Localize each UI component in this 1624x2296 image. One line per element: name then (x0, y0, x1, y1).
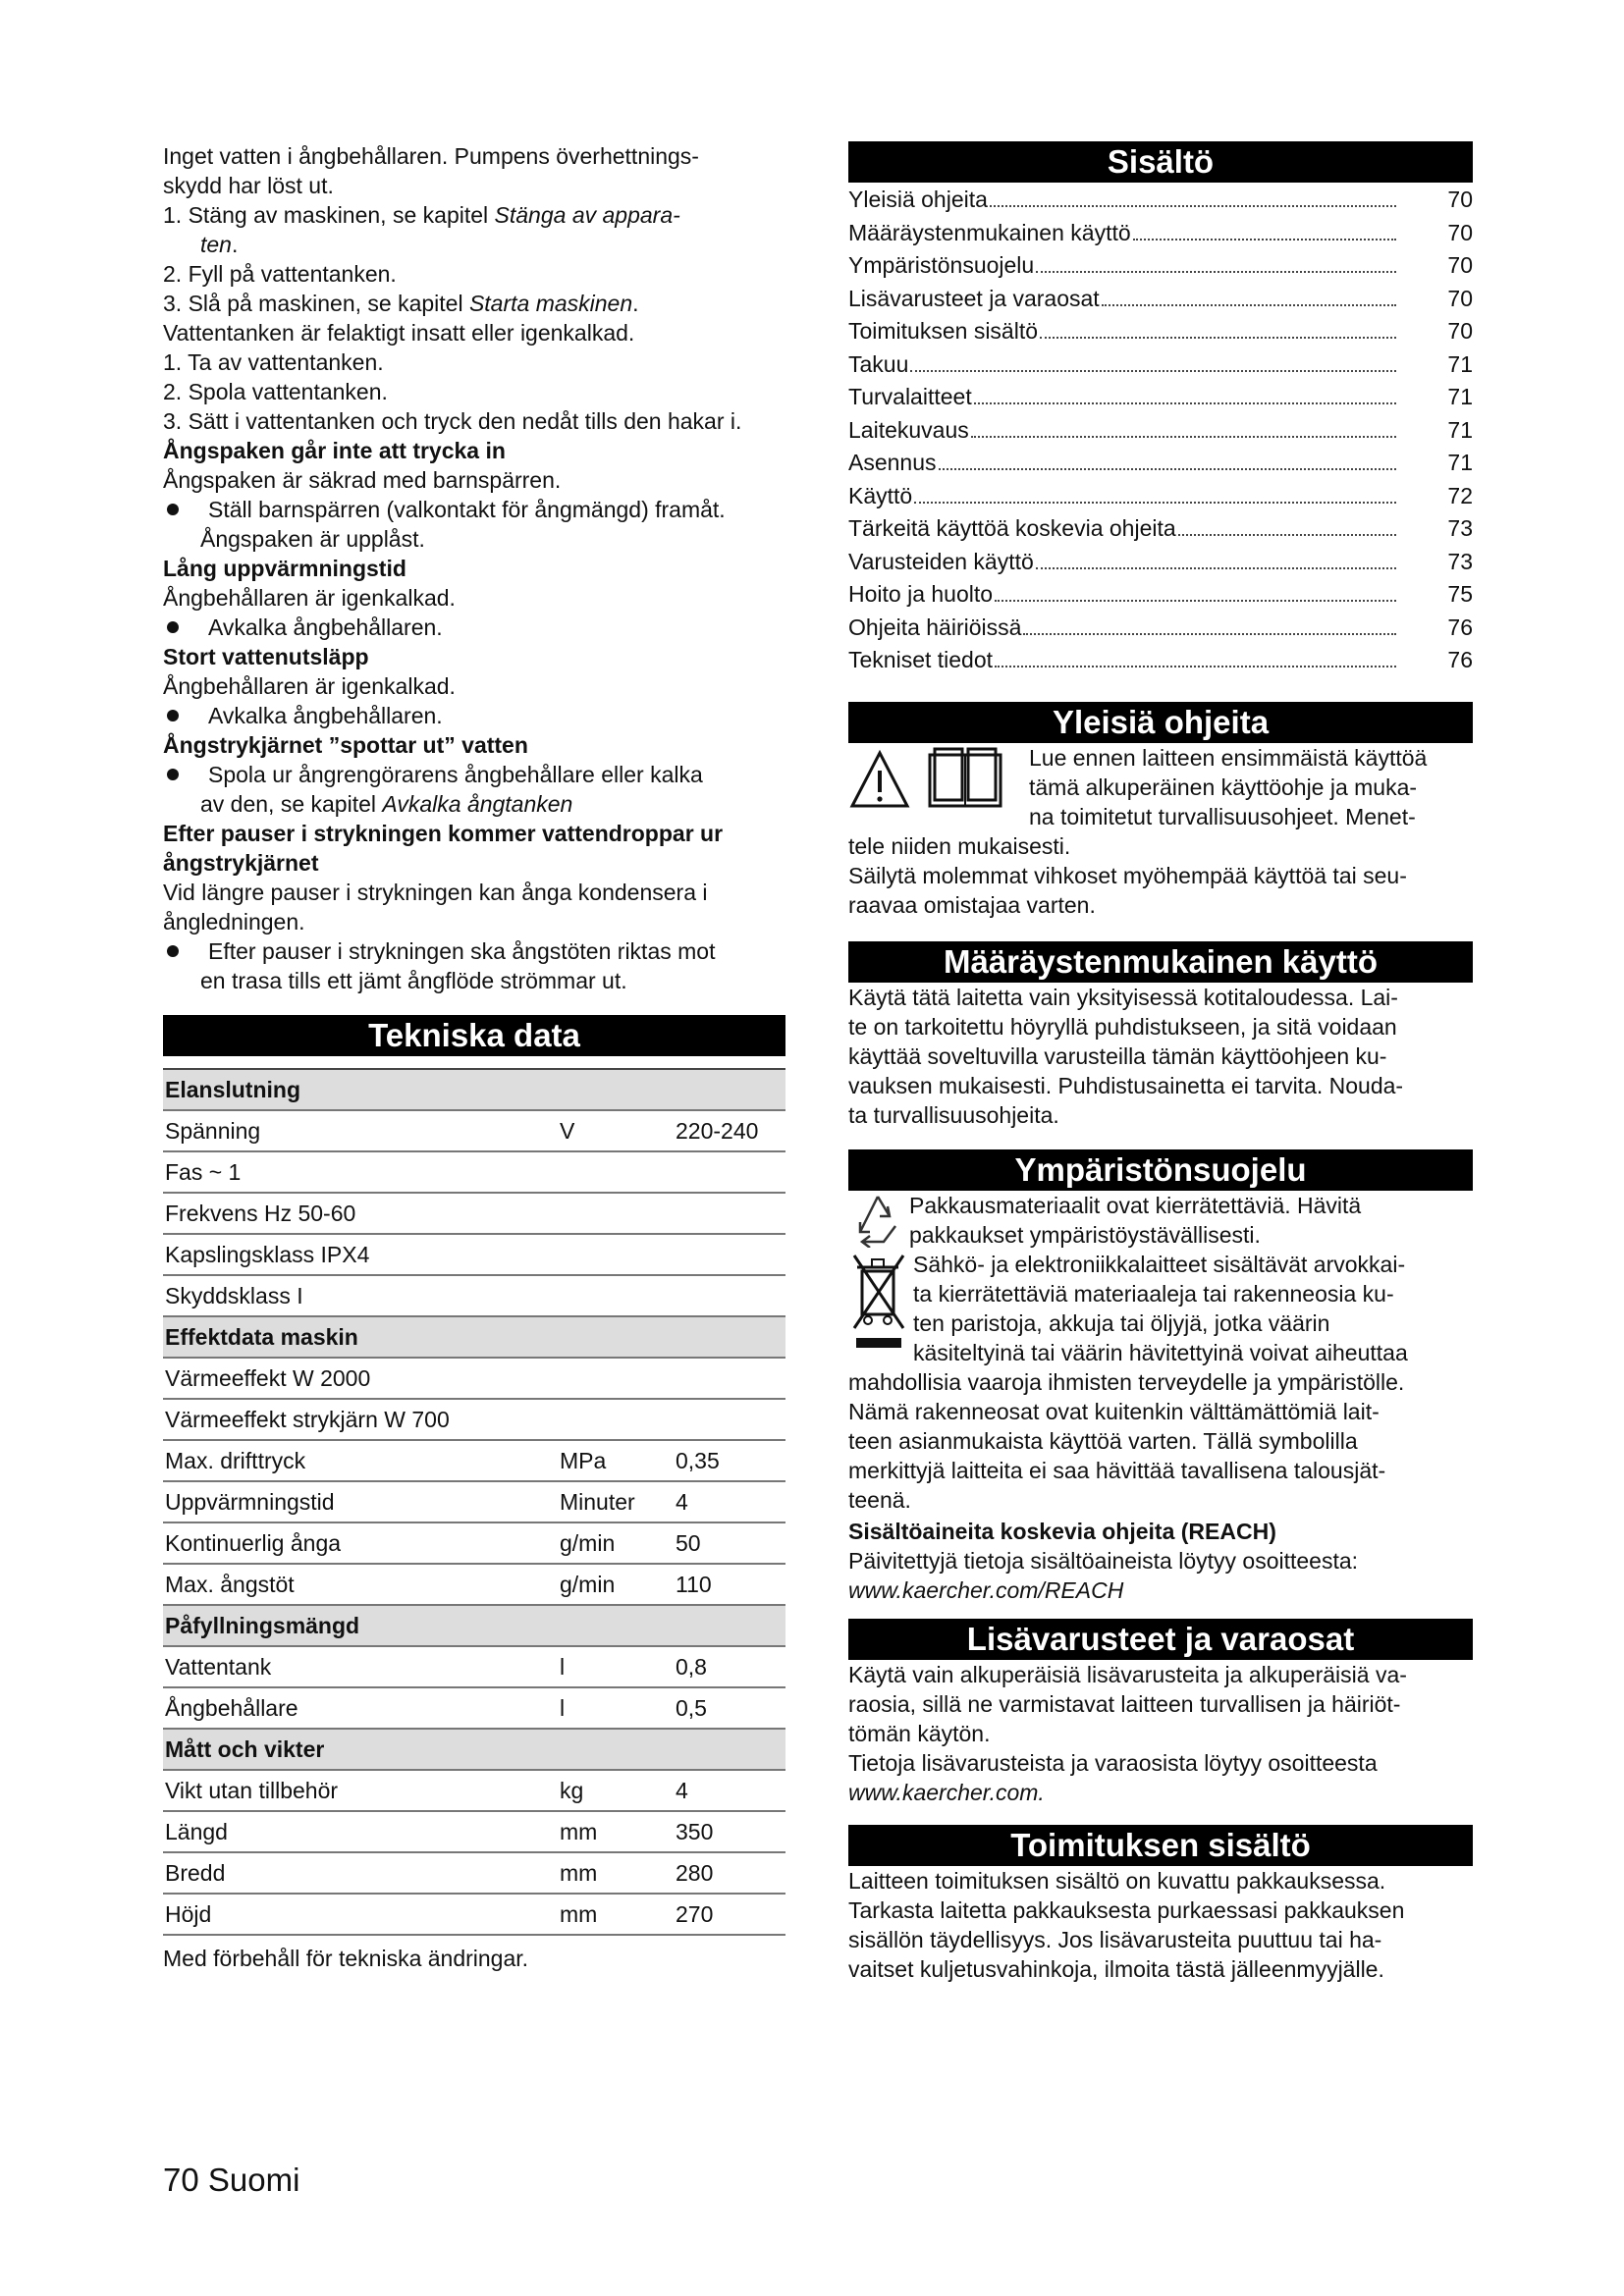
text-line-text: 2. Spola vattentanken. (163, 379, 388, 404)
subheading-text: Ångspaken går inte att trycka in (163, 438, 506, 463)
toc-entry (848, 218, 1473, 251)
table-cell: Värmeeffekt strykjärn W 700 (163, 1399, 558, 1440)
text-line: teenä. (848, 1486, 911, 1513)
text-line: Käytä vain alkuperäisiä lisävarusteita ja alkuperäisiä va- (848, 1661, 1407, 1687)
toc-entry-page: 70 (1447, 219, 1473, 245)
table-cell (674, 1399, 785, 1440)
warning-read-manual (848, 743, 1473, 831)
text-line-text: skydd har löst ut. (163, 173, 334, 198)
text-line: Säilytä molemmat vihkoset myöhempää käyttöä tai seu- (848, 862, 1407, 888)
text-line-emphasis: Starta maskinen (468, 291, 633, 316)
toc-entry (848, 513, 1473, 547)
table-cell: Effektdata maskin (163, 1316, 558, 1358)
toc-entry-title: Asennus (848, 450, 937, 475)
toc-entry-page: 70 (1447, 187, 1473, 212)
table-cell: Max. drifttryck (163, 1440, 558, 1481)
toc-entry-page: 71 (1447, 350, 1473, 377)
section-title-maaraystenmukainen: Määräystenmukainen käyttö (848, 941, 1473, 983)
toc-entry (848, 382, 1473, 415)
recycling-note (848, 1191, 1473, 1250)
table-cell: Skyddsklass I (163, 1275, 558, 1316)
bullet-item-text: Spola ur ångrengörarens ångbehållare eller kalka (208, 762, 703, 787)
table-cell (558, 1399, 674, 1440)
toc-entry-title: Ympäristönsuojelu (848, 252, 1035, 278)
toc-entry-title: Turvalaitteet (848, 384, 972, 409)
table-cell: 4 (674, 1481, 785, 1522)
table-row (163, 1234, 785, 1275)
troubleshooting-text (163, 141, 785, 995)
toc-leader-dots (1178, 534, 1396, 536)
text-line: na toimitetut turvallisuusohjeet. Menet- (1029, 803, 1416, 829)
table-cell: 0,8 (674, 1646, 785, 1687)
crossed-bin-icon (848, 1250, 909, 1358)
text-line: käsiteltyinä tai väärin hävitettyinä voivat aiheuttaa (913, 1339, 1408, 1365)
table-cell: Mått och vikter (163, 1729, 558, 1770)
text-line-text: Ångspaken är säkrad med barnspärren. (163, 467, 562, 493)
text-line (163, 171, 785, 200)
table-cell: Påfyllningsmängd (163, 1605, 558, 1646)
toc-entry-title: Varusteiden käyttö (848, 548, 1034, 574)
toc-entry (848, 448, 1473, 481)
toc-leader-dots (939, 468, 1396, 470)
table-cell: g/min (558, 1564, 674, 1605)
subheading (163, 554, 785, 583)
toc-entry-title: Ohjeita häiriöissä (848, 614, 1022, 640)
section-title-tekniska-data: Tekniska data (163, 1015, 785, 1056)
text-line: tämä alkuperäinen käyttöohje ja muka- (1029, 774, 1418, 800)
text-line-indented-emphasis: ten (200, 232, 232, 257)
toc-entry-title: Lisävarusteet ja varaosat (848, 285, 1100, 311)
text-line-text: Ångbehållaren är igenkalkad. (163, 673, 456, 699)
table-cell (558, 1358, 674, 1399)
section-title-sisalto: Sisältö (848, 141, 1473, 183)
reach-url: www.kaercher.com/REACH (848, 1576, 1124, 1603)
table-cell: Kapslingsklass IPX4 (163, 1234, 558, 1275)
table-cell: Värmeeffekt W 2000 (163, 1358, 558, 1399)
text-line: te on tarkoitettu höyryllä puhdistukseen, ja sitä voidaan (848, 1013, 1397, 1040)
right-column (848, 141, 1473, 1984)
table-cell: l (558, 1646, 674, 1687)
toc-entry-page: 73 (1447, 548, 1473, 574)
text-line (163, 289, 785, 318)
text-line: teen asianmukaista käyttöä varten. Tällä symbolilla (848, 1427, 1358, 1454)
toc-entry-title: Tekniset tiedot (848, 647, 994, 672)
table-cell: 220-240 (674, 1110, 785, 1151)
tech-note: Med förbehåll för tekniska ändringar. (163, 1946, 529, 1971)
bullet-item (163, 495, 785, 524)
table-row (163, 1522, 785, 1564)
subheading (163, 819, 785, 848)
text-line: Nämä rakenneosat ovat kuitenkin välttämättömiä lait- (848, 1398, 1380, 1424)
table-row (163, 1646, 785, 1687)
toc-entry-page: 70 (1447, 285, 1473, 311)
toc-leader-dots (914, 502, 1396, 504)
text-line (163, 878, 785, 907)
text-line: raavaa omistajaa varten. (848, 891, 1096, 918)
table-cell (558, 1234, 674, 1275)
toc-leader-dots (990, 205, 1396, 207)
text-line-text: Vattentanken är felaktigt insatt eller igenkalkad. (163, 320, 635, 346)
table-cell (558, 1193, 674, 1234)
bullet-item (163, 701, 785, 730)
subheading (163, 848, 785, 878)
bullet-item (163, 613, 785, 642)
subheading-text: Efter pauser i strykningen kommer vattendroppar ur (163, 821, 724, 846)
table-cell: 50 (674, 1522, 785, 1564)
table-cell: Elanslutning (163, 1069, 558, 1110)
table-row (163, 1275, 785, 1316)
text-line-emphasis: Stänga av appara- (494, 202, 680, 228)
toc-entry-page: 72 (1447, 482, 1473, 508)
toc-leader-dots (974, 402, 1396, 404)
text-line-tail: . (632, 291, 639, 316)
table-cell (674, 1193, 785, 1234)
toc-entry (848, 547, 1473, 580)
table-cell (674, 1151, 785, 1193)
table-cell: Uppvärmningstid (163, 1481, 558, 1522)
text-line-indented-text: . (231, 232, 239, 257)
text-line-indented-emphasis: Avkalka ångtanken (382, 791, 573, 817)
bullet-item-text: Ställ barnspärren (valkontakt för ångmängd) framåt. (208, 497, 726, 522)
table-cell: Minuter (558, 1481, 674, 1522)
toc-entry-page: 70 (1447, 318, 1473, 344)
text-line-text: 2. Fyll på vattentanken. (163, 261, 397, 287)
table-cell (674, 1316, 785, 1358)
subheading (163, 730, 785, 760)
toc-entry-title: Käyttö (848, 482, 913, 508)
text-line (163, 200, 785, 230)
table-of-contents (848, 185, 1473, 678)
toc-entry-page: 71 (1447, 450, 1473, 475)
table-cell: Fas ~ 1 (163, 1151, 558, 1193)
table-cell (558, 1605, 674, 1646)
table-row (163, 1894, 785, 1935)
text-line (163, 141, 785, 171)
table-cell (558, 1275, 674, 1316)
toc-entry-title: Takuu (848, 350, 909, 377)
tech-data-table (163, 1068, 785, 1936)
page-footer (163, 2162, 299, 2199)
section-title-yleisia-ohjeita: Yleisiä ohjeita (848, 702, 1473, 743)
subheading-text: ångstrykjärnet (163, 850, 319, 876)
table-cell: kg (558, 1770, 674, 1811)
table-row (163, 1399, 785, 1440)
toc-entry-page: 76 (1447, 614, 1473, 640)
table-row (163, 1852, 785, 1894)
warning-book-icon (848, 743, 1025, 810)
toc-entry (848, 579, 1473, 613)
toc-entry (848, 415, 1473, 449)
subheading-text: Lång uppvärmningstid (163, 556, 406, 581)
text-line: käyttää soveltuvilla varusteilla tämän käyttöohjeen ku- (848, 1042, 1387, 1069)
table-cell: l (558, 1687, 674, 1729)
table-cell (674, 1358, 785, 1399)
table-cell: 0,5 (674, 1687, 785, 1729)
table-cell (558, 1729, 674, 1770)
toc-entry-title: Laitekuvaus (848, 416, 969, 443)
toc-entry-title: Yleisiä ohjeita (848, 187, 988, 212)
table-row (163, 1481, 785, 1522)
text-line-text: Ångbehållaren är igenkalkad. (163, 585, 456, 611)
toc-entry-title: Hoito ja huolto (848, 581, 994, 607)
toc-leader-dots (995, 600, 1396, 602)
table-section-row (163, 1729, 785, 1770)
text-line-text: 1. Stäng av maskinen, se kapitel (163, 202, 495, 228)
table-cell: 0,35 (674, 1440, 785, 1481)
text-line: sisällön täydellisyys. Jos lisävarusteita puuttuu tai ha- (848, 1926, 1382, 1952)
table-row (163, 1193, 785, 1234)
toc-entry (848, 613, 1473, 646)
left-column (163, 141, 785, 1973)
subheading (163, 642, 785, 671)
text-line: Pakkausmateriaalit ovat kierrätettäviä. Hävitä (909, 1192, 1362, 1218)
table-row (163, 1440, 785, 1481)
section-title-toimituksen-sisalto: Toimituksen sisältö (848, 1825, 1473, 1866)
table-cell (558, 1316, 674, 1358)
text-line: tömän käytön. (848, 1720, 991, 1746)
toc-leader-dots (910, 370, 1396, 372)
toc-entry-title: Määräystenmukainen käyttö (848, 219, 1131, 245)
text-line (163, 259, 785, 289)
text-line-indented (163, 966, 785, 995)
text-line: Laitteen toimituksen sisältö on kuvattu pakkauksessa. (848, 1867, 1386, 1894)
table-section-row (163, 1316, 785, 1358)
text-line-text: Inget vatten i ångbehållaren. Pumpens överhettnings- (163, 143, 699, 169)
toc-entry (848, 185, 1473, 218)
table-cell: 110 (674, 1564, 785, 1605)
text-line: Sähkö- ja elektroniikkalaitteet sisältävät arvokkai- (913, 1251, 1406, 1277)
table-cell: Bredd (163, 1852, 558, 1894)
table-cell: Kontinuerlig ånga (163, 1522, 558, 1564)
text-line (163, 907, 785, 936)
section-title-ymparistonsuojelu: Ympäristönsuojelu (848, 1149, 1473, 1191)
toc-leader-dots (1040, 337, 1396, 339)
table-cell: 350 (674, 1811, 785, 1852)
text-line: ta turvallisuusohjeita. (848, 1101, 1059, 1128)
text-line: Käytä tätä laitetta vain yksityisessä kotitaloudessa. Lai- (848, 984, 1398, 1010)
table-cell: 280 (674, 1852, 785, 1894)
toc-entry-title: Tärkeitä käyttöä koskevia ohjeita (848, 515, 1176, 541)
table-row (163, 1687, 785, 1729)
table-cell: mm (558, 1894, 674, 1935)
table-row (163, 1770, 785, 1811)
toc-entry (848, 250, 1473, 284)
table-cell (674, 1729, 785, 1770)
text-line: pakkaukset ympäristöystävällisesti. (909, 1221, 1261, 1248)
toc-entry-page: 70 (1447, 252, 1473, 278)
text-line (163, 406, 785, 436)
toc-leader-dots (995, 666, 1396, 667)
text-line: Tarkasta laitetta pakkauksesta purkaessasi pakkauksen (848, 1896, 1405, 1923)
table-cell: Höjd (163, 1894, 558, 1935)
bullet-item (163, 760, 785, 789)
table-row (163, 1110, 785, 1151)
table-cell: g/min (558, 1522, 674, 1564)
text-line (163, 671, 785, 701)
table-cell (674, 1605, 785, 1646)
footer-language: Suomi (207, 2162, 300, 2198)
text-line: Tietoja lisävarusteista ja varaosista löytyy osoitteesta (848, 1749, 1378, 1776)
toc-leader-dots (1036, 567, 1396, 569)
table-cell: Längd (163, 1811, 558, 1852)
text-line: Lue ennen laitteen ensimmäistä käyttöä (1029, 744, 1428, 771)
toc-entry (848, 481, 1473, 514)
subheading (163, 436, 785, 465)
text-line: ta kierrätettäviä materiaaleja tai rakenneosia ku- (913, 1280, 1394, 1307)
table-cell: Vattentank (163, 1646, 558, 1687)
bullet-item-text: Avkalka ångbehållaren. (208, 703, 443, 728)
table-section-row (163, 1605, 785, 1646)
text-line (163, 583, 785, 613)
weee-note (848, 1250, 1473, 1367)
text-line-text: 3. Sätt i vattentanken och tryck den nedåt tills den hakar i. (163, 408, 742, 434)
table-cell: mm (558, 1811, 674, 1852)
text-line-indented (163, 524, 785, 554)
text-line: mahdollisia vaaroja ihmisten terveydelle ja ympäristölle. (848, 1368, 1405, 1395)
table-cell: 270 (674, 1894, 785, 1935)
toc-entry (848, 349, 1473, 383)
subheading-text: Ångstrykjärnet ”spottar ut” vatten (163, 732, 528, 758)
toc-leader-dots (1036, 271, 1396, 273)
bullet-item (163, 936, 785, 966)
table-cell: Spänning (163, 1110, 558, 1151)
reach-heading: Sisältöaineita koskevia ohjeita (REACH) (848, 1518, 1276, 1544)
text-line: tele niiden mukaisesti. (848, 832, 1071, 859)
table-cell (674, 1069, 785, 1110)
table-cell (558, 1151, 674, 1193)
table-cell: Max. ångstöt (163, 1564, 558, 1605)
table-cell (558, 1069, 674, 1110)
table-cell: mm (558, 1852, 674, 1894)
text-line: ten paristoja, akkuja tai öljyjä, jotka väärin (913, 1309, 1330, 1336)
text-line (163, 465, 785, 495)
text-line-indented-text: Ångspaken är upplåst. (200, 526, 425, 552)
text-line-text: ångledningen. (163, 909, 305, 934)
table-cell: V (558, 1110, 674, 1151)
recycling-icon (848, 1191, 907, 1248)
text-line-indented-text: av den, se kapitel (200, 791, 383, 817)
table-row (163, 1811, 785, 1852)
toc-leader-dots (1102, 304, 1396, 306)
table-row (163, 1564, 785, 1605)
toc-entry-page: 75 (1447, 581, 1473, 607)
toc-leader-dots (1023, 633, 1396, 635)
table-cell: 4 (674, 1770, 785, 1811)
text-line-text: 1. Ta av vattentanken. (163, 349, 384, 375)
table-cell (674, 1234, 785, 1275)
reach-text: Päivitettyjä tietoja sisältöaineista löytyy osoitteesta: (848, 1547, 1359, 1574)
bullet-item-text: Avkalka ångbehållaren. (208, 614, 443, 640)
toc-entry-page: 73 (1447, 515, 1473, 541)
bullet-item-text: Efter pauser i strykningen ska ångstöten riktas mot (208, 938, 716, 964)
toc-leader-dots (1133, 239, 1396, 240)
table-row (163, 1358, 785, 1399)
table-cell: MPa (558, 1440, 674, 1481)
text-line (163, 377, 785, 406)
text-line (163, 318, 785, 347)
text-line-indented (163, 789, 785, 819)
text-line (163, 347, 785, 377)
page-number: 70 (163, 2162, 199, 2198)
toc-entry (848, 316, 1473, 349)
toc-entry-page: 71 (1447, 416, 1473, 443)
text-line: merkittyjä laitteita ei saa hävittää tavallisena talousjät- (848, 1457, 1386, 1483)
table-cell: Frekvens Hz 50-60 (163, 1193, 558, 1234)
table-section-row (163, 1069, 785, 1110)
table-cell: Ångbehållare (163, 1687, 558, 1729)
toc-entry-page: 76 (1447, 647, 1473, 672)
table-cell (674, 1275, 785, 1316)
toc-entry (848, 645, 1473, 678)
toc-entry (848, 284, 1473, 317)
accessories-url: www.kaercher.com. (848, 1779, 1045, 1805)
text-line: vauksen mukaisesti. Puhdistusainetta ei tarvita. Nouda- (848, 1072, 1404, 1098)
section-title-lisavarusteet: Lisävarusteet ja varaosat (848, 1619, 1473, 1660)
text-line: raosia, sillä ne varmistavat laitteen turvallisen ja häiriöt- (848, 1690, 1401, 1717)
table-cell: Vikt utan tillbehör (163, 1770, 558, 1811)
subheading-text: Stort vattenutsläpp (163, 644, 369, 669)
text-line-indented-text: en trasa tills ett jämt ångflöde strömmar ut. (200, 968, 627, 993)
text-line-indented (163, 230, 785, 259)
toc-entry-page: 71 (1447, 384, 1473, 409)
table-row (163, 1151, 785, 1193)
text-line-text: Vid längre pauser i strykningen kan ånga kondensera i (163, 880, 708, 905)
text-line-text: 3. Slå på maskinen, se kapitel (163, 291, 469, 316)
toc-leader-dots (971, 436, 1396, 438)
text-line: vaitset kuljetusvahinkoja, ilmoita tästä jälleenmyyjälle. (848, 1955, 1384, 1982)
toc-entry-title: Toimituksen sisältö (848, 318, 1039, 344)
